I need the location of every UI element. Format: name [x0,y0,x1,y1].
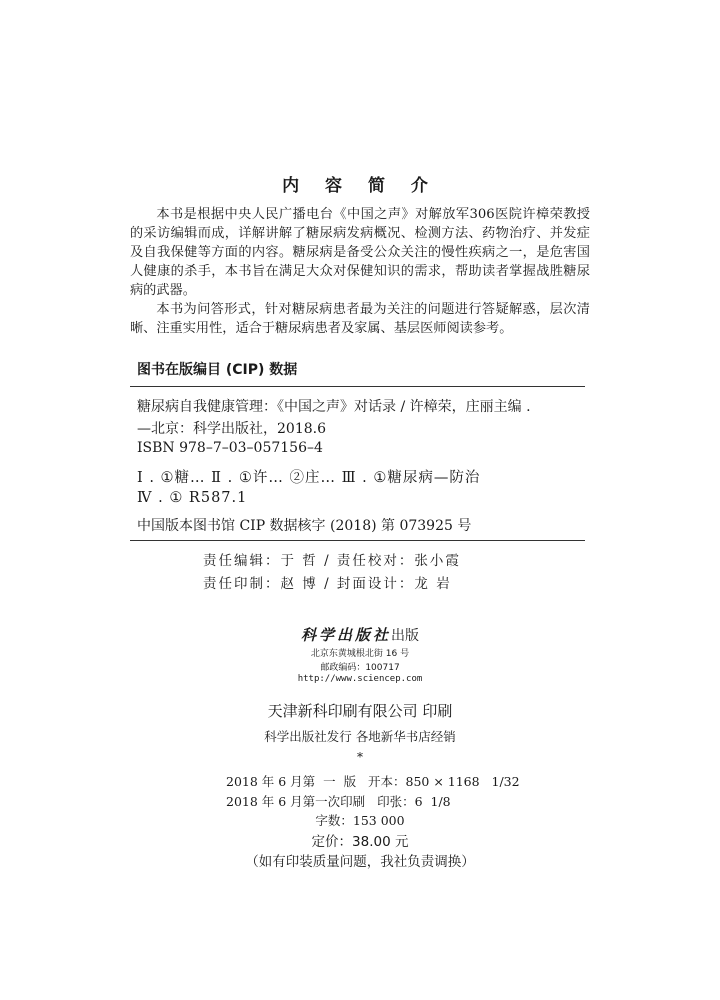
publisher-url: http://www.sciencep.com [297,674,423,684]
cip-heading: 图书在版编目 (CIP) 数据 [137,362,298,378]
edition-line: 2018 年 6 月第 一 版 开本：850 × 1168 1/32 [226,774,520,789]
notice: （如有印装质量问题，我社负责调换） [245,854,475,870]
cip-title-line: 糖尿病自我健康管理：《中国之声》对话录 / 许樟荣，庄丽主编 . [137,399,531,415]
publisher-postcode: 邮政编码：100717 [320,663,400,673]
word-count: 字数：153 000 [315,813,405,828]
distribution-line: 科学出版社发行 各地新华书店经销 [264,729,456,744]
summary-paragraph-1: 本书是根据中央人民广播电台《中国之声》对解放军306医院许樟荣教授的采访编辑而成，详解讲解了糖尿病发病概况、检测方法、药物治疗、并发症及自我保健等方面的内容。糖尿病是备受公众关注的慢性疾病之一，是危害国人健康的杀手，本书旨在满足大众对保健知识的需求，帮助读者掌握战胜糖尿病的武器。 [130,207,590,298]
credits-line-1: 责任编辑：于 哲 / 责任校对：张小霞 [203,553,461,569]
cip-classification-line-2: Ⅳ . ① R587.1 [137,490,248,506]
cip-classification-line-1: Ⅰ . ①糖… Ⅱ . ①许… ②庄… Ⅲ . ①糖尿病—防治 [137,470,481,486]
cip-top-rule [130,386,585,387]
publisher-line [0,624,720,645]
summary-title: 内 容 简 介 [282,176,438,196]
publisher-logo: 科学出版社 [300,626,391,644]
separator-asterisk: * [357,750,363,764]
cip-isbn-line: ISBN 978–7–03–057156–4 [137,440,323,456]
publisher-address: 北京东黄城根北街 16 号 [310,649,410,659]
summary-body [130,205,590,338]
credits-line-2: 责任印制：赵 博 / 封面设计：龙 岩 [203,576,452,592]
print-line: 2018 年 6 月第一次印刷 印张：6 1/8 [226,794,451,809]
price: 定价：38.00 元 [311,834,409,850]
cip-publisher-line: —北京：科学出版社，2018.6 [137,421,326,437]
printer-line: 天津新科印刷有限公司 印刷 [267,702,453,720]
summary-paragraph-2: 本书为问答形式，针对糖尿病患者最为关注的问题进行答疑解惑，层次清晰、注重实用性，适合于糖尿病患者及家属、基层医师阅读参考。 [130,302,590,336]
publisher-suffix: 出版 [391,628,419,644]
cip-verification-line: 中国版本图书馆 CIP 数据核字 (2018) 第 073925 号 [137,518,472,534]
cip-bottom-rule [130,540,585,541]
